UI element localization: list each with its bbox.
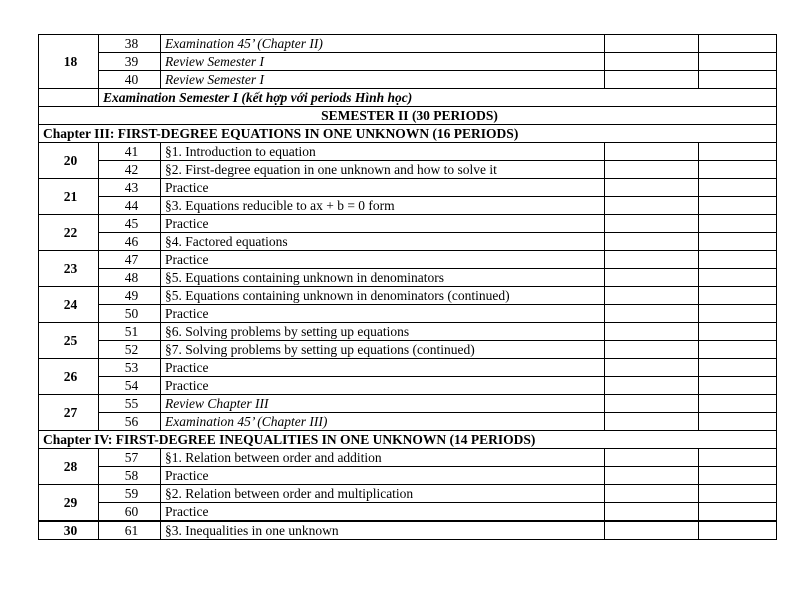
period-cell: 45: [99, 215, 161, 233]
empty-cell: [699, 359, 777, 377]
week-cell: 29: [39, 485, 99, 522]
period-cell: 43: [99, 179, 161, 197]
lesson-cell: §1. Relation between order and addition: [161, 449, 605, 467]
empty-cell: [699, 485, 777, 503]
table-row: [39, 161, 777, 179]
table-row: [39, 467, 777, 485]
empty-cell: [605, 485, 699, 503]
empty-cell: [605, 35, 699, 53]
week-cell: 23: [39, 251, 99, 287]
lesson-cell: §2. First-degree equation in one unknown and how to solve it: [161, 161, 605, 179]
empty-cell: [699, 233, 777, 251]
empty-cell: [699, 341, 777, 359]
period-cell: 60: [99, 503, 161, 522]
period-cell: 53: [99, 359, 161, 377]
week-cell: 24: [39, 287, 99, 323]
period-cell: 39: [99, 53, 161, 71]
table-row: [39, 107, 777, 125]
empty-cell: [605, 341, 699, 359]
empty-cell: [605, 251, 699, 269]
lesson-cell: Examination 45’ (Chapter III): [161, 413, 605, 431]
table-row: [39, 71, 777, 89]
table-row: [39, 197, 777, 215]
lesson-plan-table: [38, 34, 777, 540]
table-row: [39, 503, 777, 522]
week-cell: 28: [39, 449, 99, 485]
empty-cell: [699, 395, 777, 413]
week-cell: 20: [39, 143, 99, 179]
empty-cell: [605, 71, 699, 89]
table-row: [39, 269, 777, 287]
semester-2-heading: SEMESTER II (30 PERIODS): [39, 107, 777, 125]
empty-cell: [699, 413, 777, 431]
empty-cell: [699, 179, 777, 197]
period-cell: 52: [99, 341, 161, 359]
table-row: [39, 233, 777, 251]
table-row: [39, 413, 777, 431]
table-row: [39, 143, 777, 161]
empty-cell: [605, 377, 699, 395]
lesson-cell: §1. Introduction to equation: [161, 143, 605, 161]
lesson-cell: Review Semester I: [161, 71, 605, 89]
lesson-cell: Review Semester I: [161, 53, 605, 71]
empty-cell: [605, 467, 699, 485]
empty-cell: [699, 143, 777, 161]
period-cell: 38: [99, 35, 161, 53]
lesson-cell: §7. Solving problems by setting up equations (continued): [161, 341, 605, 359]
empty-cell: [605, 503, 699, 522]
empty-cell: [605, 449, 699, 467]
lesson-cell: Practice: [161, 467, 605, 485]
empty-cell: [699, 305, 777, 323]
week-cell: 22: [39, 215, 99, 251]
empty-cell: [699, 449, 777, 467]
empty-cell: [699, 35, 777, 53]
empty-cell: [605, 143, 699, 161]
empty-cell: [605, 197, 699, 215]
period-cell: 61: [99, 521, 161, 540]
table-row: [39, 359, 777, 377]
empty-cell: [605, 287, 699, 305]
lesson-cell: §5. Equations containing unknown in denominators (continued): [161, 287, 605, 305]
period-cell: 44: [99, 197, 161, 215]
empty-cell: [39, 89, 99, 107]
exam-semester-1-cell: Examination Semester I (kết hợp với periods Hình học): [99, 89, 777, 107]
period-cell: 42: [99, 161, 161, 179]
empty-cell: [605, 161, 699, 179]
empty-cell: [699, 251, 777, 269]
empty-cell: [605, 521, 699, 540]
empty-cell: [699, 71, 777, 89]
period-cell: 46: [99, 233, 161, 251]
lesson-cell: Practice: [161, 305, 605, 323]
empty-cell: [699, 269, 777, 287]
table-row: [39, 341, 777, 359]
lesson-cell: Practice: [161, 503, 605, 522]
week-cell: 30: [39, 521, 99, 540]
period-cell: 49: [99, 287, 161, 305]
lesson-cell: §6. Solving problems by setting up equations: [161, 323, 605, 341]
table-row: [39, 377, 777, 395]
table-row: [39, 323, 777, 341]
table-row: [39, 125, 777, 143]
empty-cell: [605, 395, 699, 413]
period-cell: 40: [99, 71, 161, 89]
period-cell: 58: [99, 467, 161, 485]
lesson-cell: Review Chapter III: [161, 395, 605, 413]
lesson-cell: §5. Equations containing unknown in denominators: [161, 269, 605, 287]
empty-cell: [699, 521, 777, 540]
period-cell: 47: [99, 251, 161, 269]
chapter-3-heading: Chapter III: FIRST-DEGREE EQUATIONS IN ONE UNKNOWN (16 PERIODS): [39, 125, 777, 143]
table-row: [39, 251, 777, 269]
table-row: [39, 215, 777, 233]
lesson-cell: Practice: [161, 377, 605, 395]
period-cell: 55: [99, 395, 161, 413]
lesson-cell: §2. Relation between order and multiplication: [161, 485, 605, 503]
table-row: [39, 449, 777, 467]
table-row: [39, 431, 777, 449]
lesson-cell: §4. Factored equations: [161, 233, 605, 251]
empty-cell: [605, 53, 699, 71]
table-row: [39, 53, 777, 71]
period-cell: 50: [99, 305, 161, 323]
empty-cell: [699, 215, 777, 233]
empty-cell: [699, 197, 777, 215]
chapter-4-heading: Chapter IV: FIRST-DEGREE INEQUALITIES IN ONE UNKNOWN (14 PERIODS): [39, 431, 777, 449]
lesson-cell: Practice: [161, 215, 605, 233]
empty-cell: [605, 305, 699, 323]
period-cell: 56: [99, 413, 161, 431]
lesson-cell: Practice: [161, 359, 605, 377]
table-row: [39, 305, 777, 323]
period-cell: 41: [99, 143, 161, 161]
empty-cell: [605, 269, 699, 287]
table-row: [39, 395, 777, 413]
table-row: [39, 89, 777, 107]
lesson-cell: §3. Equations reducible to ax + b = 0 form: [161, 197, 605, 215]
period-cell: 54: [99, 377, 161, 395]
empty-cell: [605, 215, 699, 233]
empty-cell: [699, 287, 777, 305]
period-cell: 59: [99, 485, 161, 503]
week-cell: 26: [39, 359, 99, 395]
week-cell: 18: [39, 35, 99, 89]
table-row: [39, 521, 777, 540]
period-cell: 51: [99, 323, 161, 341]
empty-cell: [605, 179, 699, 197]
table-row: [39, 485, 777, 503]
table-row: [39, 287, 777, 305]
empty-cell: [605, 233, 699, 251]
empty-cell: [699, 161, 777, 179]
empty-cell: [605, 413, 699, 431]
period-cell: 48: [99, 269, 161, 287]
empty-cell: [699, 503, 777, 522]
period-cell: 57: [99, 449, 161, 467]
empty-cell: [699, 323, 777, 341]
lesson-cell: Examination 45’ (Chapter II): [161, 35, 605, 53]
empty-cell: [605, 323, 699, 341]
lesson-cell: §3. Inequalities in one unknown: [161, 521, 605, 540]
week-cell: 21: [39, 179, 99, 215]
empty-cell: [605, 359, 699, 377]
table-row: [39, 35, 777, 53]
empty-cell: [699, 53, 777, 71]
week-cell: 27: [39, 395, 99, 431]
lesson-cell: Practice: [161, 251, 605, 269]
week-cell: 25: [39, 323, 99, 359]
empty-cell: [699, 377, 777, 395]
table-row: [39, 179, 777, 197]
lesson-cell: Practice: [161, 179, 605, 197]
empty-cell: [699, 467, 777, 485]
